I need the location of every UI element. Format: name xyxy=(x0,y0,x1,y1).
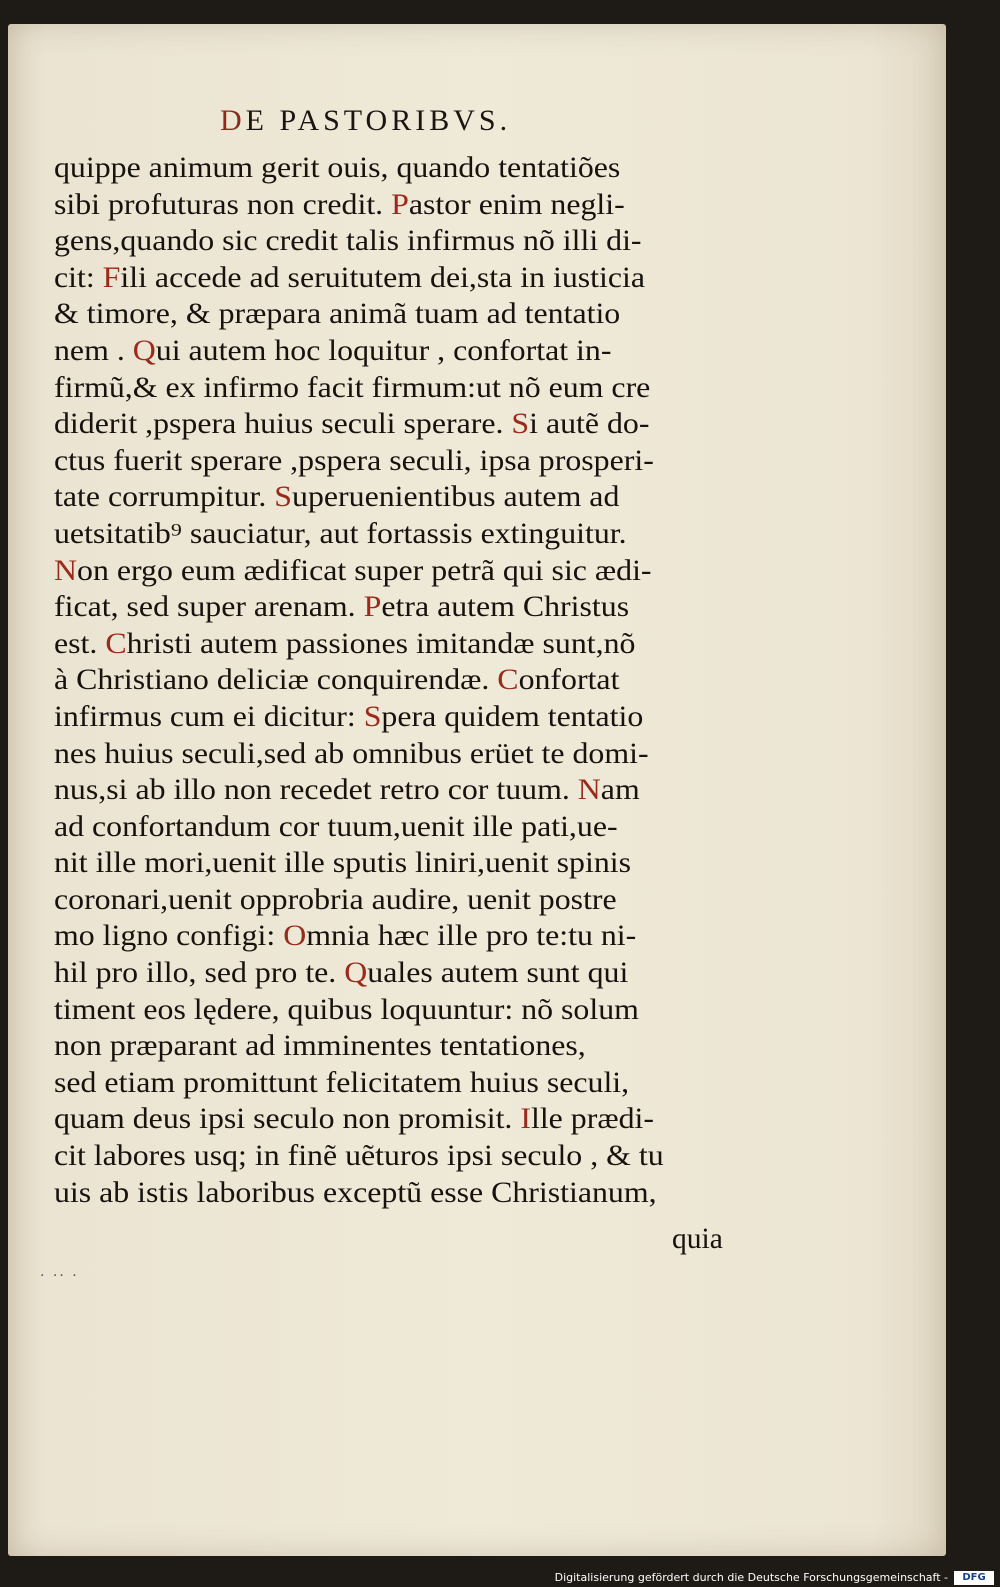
text-segment: pera quidem tentatio xyxy=(381,700,644,733)
text-segment: astor enim negli- xyxy=(408,188,625,221)
text-line xyxy=(54,553,744,590)
text-segment: etra autem Christus xyxy=(381,591,630,624)
text-segment: nes huius seculi,sed ab omnibus erüet te domi- xyxy=(54,737,649,770)
text-line xyxy=(54,736,744,773)
text-line xyxy=(54,333,744,370)
text-segment: ctus fuerit sperare ,pspera seculi, ipsa prosperi- xyxy=(54,444,654,477)
text-segment: timent eos lędere, quibus loquuntur: nõ solum xyxy=(54,993,639,1026)
text-segment: onfortat xyxy=(518,664,620,697)
rubricated-initial: O xyxy=(283,920,307,953)
text-segment: uales autem sunt qui xyxy=(367,957,629,990)
text-line xyxy=(54,516,744,553)
text-line xyxy=(54,882,744,919)
rubricated-initial: Q xyxy=(132,334,156,367)
text-segment: i autẽ do- xyxy=(529,408,650,441)
text-line xyxy=(54,223,744,260)
rubricated-initial: N xyxy=(577,774,601,807)
text-segment: nus,si ab illo non recedet retro cor tuum. xyxy=(54,774,578,807)
text-segment: lle prædi- xyxy=(530,1103,654,1136)
text-segment: ad confortandum cor tuum,uenit ille pati,ue- xyxy=(54,810,618,843)
rubricated-initial: P xyxy=(391,188,409,221)
rubricated-initial: Q xyxy=(344,957,368,990)
text-segment: sibi profuturas non credit. xyxy=(54,188,392,221)
text-segment: mnia hæc ille pro te:tu ni- xyxy=(306,920,637,953)
text-segment: nem . xyxy=(54,334,133,367)
text-line xyxy=(54,1028,744,1065)
text-segment: à Christiano deliciæ conquirendæ. xyxy=(54,664,498,697)
running-head-title: E PASTORIBVS. xyxy=(245,104,512,137)
text-line xyxy=(54,150,744,187)
text-line xyxy=(54,1138,744,1175)
text-segment: est. xyxy=(54,627,106,660)
text-segment: uis ab istis laboribus exceptũ esse Christianum, xyxy=(54,1176,657,1209)
text-line xyxy=(54,589,744,626)
rubricated-initial: C xyxy=(497,664,519,697)
rubricated-initial: S xyxy=(363,700,382,733)
text-line xyxy=(54,699,744,736)
text-segment: tate corrumpitur. xyxy=(54,481,275,514)
text-segment: ficat, sed super arenam. xyxy=(54,591,364,624)
text-segment: ui autem hoc loquitur , confortat in- xyxy=(155,334,612,367)
text-line xyxy=(54,992,744,1029)
rubricated-initial: S xyxy=(511,408,530,441)
text-segment: am xyxy=(600,774,640,807)
text-line xyxy=(54,1065,744,1102)
text-line xyxy=(54,370,744,407)
text-line xyxy=(54,406,744,443)
text-segment: gens,quando sic credit talis infirmus nõ illi di- xyxy=(54,225,642,258)
text-line xyxy=(54,772,744,809)
text-segment: & timore, & præpara animã tuam ad tentatio xyxy=(54,298,621,331)
text-line xyxy=(54,296,744,333)
text-segment: quam deus ipsi seculo non promisit. xyxy=(54,1103,521,1136)
text-segment: cit labores usq; in finẽ uẽturos ipsi seculo , & tu xyxy=(54,1140,664,1173)
rubricated-initial: N xyxy=(54,554,78,587)
rubricated-initial: C xyxy=(105,627,127,660)
text-line xyxy=(54,1101,744,1138)
rubricated-initial: I xyxy=(520,1103,531,1136)
text-segment: coronari,uenit opprobria audire, uenit postre xyxy=(54,883,617,916)
body-text xyxy=(54,150,744,1211)
text-segment: cit: xyxy=(54,261,103,294)
margin-marks: · ·· · xyxy=(40,1268,79,1284)
text-segment: ili accede ad seruitutem dei,sta in iusticia xyxy=(120,261,646,294)
text-line xyxy=(54,626,744,663)
text-segment: hristi autem passiones imitandæ sunt,nõ xyxy=(126,627,636,660)
text-line xyxy=(54,1175,744,1212)
text-segment: diderit ,pspera huius seculi sperare. xyxy=(54,408,512,441)
catchword: quia xyxy=(672,1223,723,1255)
text-segment: firmũ,& ex infirmo facit firmum:ut nõ eum cre xyxy=(54,371,651,404)
text-line xyxy=(54,809,744,846)
text-segment: on ergo eum ædificat super petrã qui sic ædi- xyxy=(77,554,652,587)
text-segment: infirmus cum ei dicitur: xyxy=(54,700,364,733)
rubricated-initial: P xyxy=(363,591,382,624)
text-segment: hil pro illo, sed pro te. xyxy=(54,957,345,990)
text-segment: uperuenientibus autem ad xyxy=(292,481,620,514)
digitization-credit: Digitalisierung gefördert durch die Deutsche Forschungsgemeinschaft - xyxy=(554,1571,948,1584)
running-head xyxy=(220,104,511,138)
text-line xyxy=(54,479,744,516)
text-line xyxy=(54,955,744,992)
text-segment: sed etiam promittunt felicitatem huius seculi, xyxy=(54,1066,630,1099)
dfg-logo: DFG xyxy=(954,1571,994,1585)
text-line xyxy=(54,260,744,297)
text-line xyxy=(54,845,744,882)
rubricated-initial: S xyxy=(274,481,293,514)
text-segment: quippe animum gerit ouis, quando tentatiões xyxy=(54,152,621,184)
text-line xyxy=(54,662,744,699)
text-segment: mo ligno configi: xyxy=(54,920,284,953)
text-segment: nit ille mori,uenit ille sputis liniri,uenit spinis xyxy=(54,847,632,880)
text-line xyxy=(54,918,744,955)
rubricated-initial: F xyxy=(102,261,121,294)
text-segment: uetsitatib⁹ sauciatur, aut fortassis extinguitur. xyxy=(54,517,627,550)
text-line xyxy=(54,187,744,224)
text-line xyxy=(54,443,744,480)
running-head-initial: D xyxy=(220,104,246,137)
text-segment: non præparant ad imminentes tentationes, xyxy=(54,1030,586,1063)
